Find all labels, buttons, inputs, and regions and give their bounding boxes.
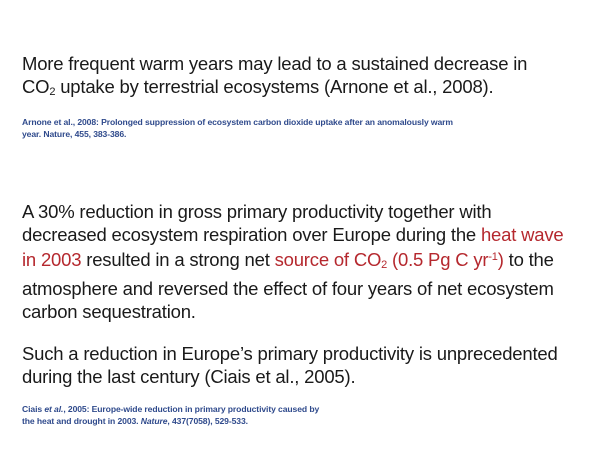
cite2-journal: Nature [140, 416, 168, 426]
para2-line4: atmosphere and reversed the effect of four years of net ecosystem [22, 278, 554, 299]
para3-line1: Such a reduction in Europe’s primary productivity is unprecedented [22, 343, 558, 364]
paragraph-heatwave [22, 200, 564, 323]
co2-source-highlight: source of $CO_2$ (0.5 Pg C $yr^{-1}$) [274, 249, 504, 271]
para2-line2: decreased ecosystem respiration over Europe during the [22, 224, 481, 245]
cite2-line1: , 2005: Europe-wide reduction in primary productivity caused by [63, 404, 320, 414]
citation-ciais [22, 403, 319, 427]
cite2-etal: et al. [44, 404, 64, 414]
para1-line2: uptake by terrestrial ecosystems (Arnone et al., 2008). [55, 76, 494, 97]
co2-text: CO [22, 76, 50, 97]
para2-line5: carbon sequestration. [22, 301, 196, 322]
para1-line1: More frequent warm years may lead to a sustained decrease in [22, 53, 528, 74]
paragraph-arnone [22, 52, 527, 104]
para3-line2: during the last century (Ciais et al., 2005). [22, 366, 356, 387]
paragraph-unprecedented [22, 342, 558, 388]
para2-line3-end: to the [503, 249, 554, 270]
cite2-line2-prefix: the heat and drought in 2003. [22, 416, 141, 426]
cite2-author: Ciais [22, 404, 45, 414]
para2-line3-mid: resulted in a strong net [81, 249, 275, 270]
citation-arnone [22, 116, 453, 140]
year-highlight: in 2003 [22, 249, 82, 270]
heat-wave-highlight: heat wave [480, 224, 564, 245]
co2-subscript: 2 [49, 86, 56, 98]
cite2-line2-rest: , 437(7058), 529-533. [167, 416, 248, 426]
cite1-line1: Arnone et al., 2008: Prolonged suppression of ecosystem carbon dioxide uptake after an anomalously warm [22, 117, 453, 127]
para2-line1: A 30% reduction in gross primary productivity together with [22, 201, 492, 222]
cite1-line2: year. Nature, 455, 383-386. [22, 129, 127, 139]
